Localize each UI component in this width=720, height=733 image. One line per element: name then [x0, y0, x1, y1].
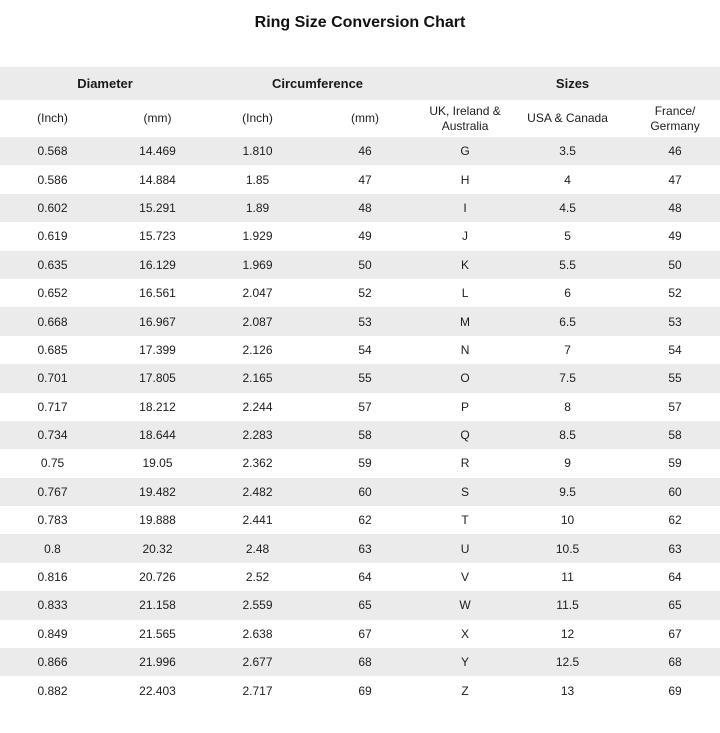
table-cell: 6.5 — [505, 307, 630, 335]
table-cell: 14.884 — [105, 165, 210, 193]
table-cell: 1.85 — [210, 165, 305, 193]
table-cell: 12 — [505, 620, 630, 648]
table-cell: 62 — [305, 506, 425, 534]
table-cell: W — [425, 591, 505, 619]
table-cell: 11 — [505, 563, 630, 591]
table-cell: 2.677 — [210, 648, 305, 676]
table-cell: U — [425, 534, 505, 562]
table-cell: R — [425, 449, 505, 477]
table-cell: 50 — [305, 251, 425, 279]
table-cell: 16.561 — [105, 279, 210, 307]
table-cell: 16.129 — [105, 251, 210, 279]
table-cell: 52 — [305, 279, 425, 307]
table-cell: 54 — [630, 336, 720, 364]
table-cell: 5.5 — [505, 251, 630, 279]
table-row — [0, 676, 720, 704]
table-cell: G — [425, 137, 505, 165]
table-group-header-row — [0, 67, 720, 100]
table-cell: 2.52 — [210, 563, 305, 591]
table-cell: 8 — [505, 393, 630, 421]
table-cell: 50 — [630, 251, 720, 279]
table-cell: 1.810 — [210, 137, 305, 165]
table-cell: 19.05 — [105, 449, 210, 477]
table-row — [0, 563, 720, 591]
table-row — [0, 165, 720, 193]
table-cell: 2.126 — [210, 336, 305, 364]
table-cell: 2.482 — [210, 478, 305, 506]
table-cell: 53 — [305, 307, 425, 335]
table-cell: 0.8 — [0, 534, 105, 562]
table-cell: 17.399 — [105, 336, 210, 364]
table-cell: 67 — [305, 620, 425, 648]
table-cell: 20.32 — [105, 534, 210, 562]
table-cell: 10.5 — [505, 534, 630, 562]
table-cell: 2.087 — [210, 307, 305, 335]
table-cell: 0.833 — [0, 591, 105, 619]
table-cell: 48 — [630, 194, 720, 222]
table-cell: 20.726 — [105, 563, 210, 591]
table-cell: 53 — [630, 307, 720, 335]
table-cell: 59 — [630, 449, 720, 477]
table-row — [0, 137, 720, 165]
table-row — [0, 251, 720, 279]
table-cell: 21.158 — [105, 591, 210, 619]
table-cell: P — [425, 393, 505, 421]
table-cell: 48 — [305, 194, 425, 222]
table-cell: 49 — [305, 222, 425, 250]
table-cell: 67 — [630, 620, 720, 648]
table-cell: O — [425, 364, 505, 392]
table-cell: 63 — [630, 534, 720, 562]
table-cell: 12.5 — [505, 648, 630, 676]
table-row — [0, 336, 720, 364]
table-row — [0, 534, 720, 562]
table-cell: 2.717 — [210, 676, 305, 704]
table-cell: 0.75 — [0, 449, 105, 477]
table-cell: 1.89 — [210, 194, 305, 222]
table-cell: 52 — [630, 279, 720, 307]
table-cell: 68 — [305, 648, 425, 676]
table-cell: 0.602 — [0, 194, 105, 222]
table-cell: M — [425, 307, 505, 335]
table-row — [0, 194, 720, 222]
table-cell: V — [425, 563, 505, 591]
table-header — [0, 67, 720, 137]
table-cell: 3.5 — [505, 137, 630, 165]
table-cell: 14.469 — [105, 137, 210, 165]
group-header-circumference: Circumference — [210, 67, 425, 100]
table-row — [0, 591, 720, 619]
table-cell: 47 — [305, 165, 425, 193]
table-cell: 0.701 — [0, 364, 105, 392]
table-cell: 0.882 — [0, 676, 105, 704]
table-body — [0, 137, 720, 705]
table-cell: 4.5 — [505, 194, 630, 222]
table-cell: 2.165 — [210, 364, 305, 392]
table-cell: 2.48 — [210, 534, 305, 562]
table-row — [0, 279, 720, 307]
table-cell: 0.685 — [0, 336, 105, 364]
table-cell: 4 — [505, 165, 630, 193]
table-cell: 0.717 — [0, 393, 105, 421]
column-header-diameter-inch: (Inch) — [0, 100, 105, 137]
table-cell: 0.619 — [0, 222, 105, 250]
table-cell: H — [425, 165, 505, 193]
table-cell: 0.783 — [0, 506, 105, 534]
table-cell: 9 — [505, 449, 630, 477]
table-cell: 58 — [630, 421, 720, 449]
table-cell: 13 — [505, 676, 630, 704]
table-cell: 0.734 — [0, 421, 105, 449]
table-cell: 2.244 — [210, 393, 305, 421]
table-cell: 58 — [305, 421, 425, 449]
table-cell: 65 — [630, 591, 720, 619]
column-header-france-germany: France/ Germany — [630, 100, 720, 137]
table-cell: 6 — [505, 279, 630, 307]
table-cell: 2.559 — [210, 591, 305, 619]
table-cell: 8.5 — [505, 421, 630, 449]
table-cell: Y — [425, 648, 505, 676]
table-cell: 1.929 — [210, 222, 305, 250]
table-cell: X — [425, 620, 505, 648]
table-cell: 2.047 — [210, 279, 305, 307]
table-cell: 0.568 — [0, 137, 105, 165]
table-cell: Z — [425, 676, 505, 704]
table-subheader-row — [0, 100, 720, 137]
page-title: Ring Size Conversion Chart — [254, 14, 466, 31]
column-header-circumference-inch: (Inch) — [210, 100, 305, 137]
table-cell: 0.866 — [0, 648, 105, 676]
table-row — [0, 222, 720, 250]
table-cell: K — [425, 251, 505, 279]
table-cell: 64 — [630, 563, 720, 591]
table-cell: 19.482 — [105, 478, 210, 506]
table-cell: J — [425, 222, 505, 250]
table-cell: 69 — [305, 676, 425, 704]
table-row — [0, 506, 720, 534]
table-row — [0, 421, 720, 449]
table-cell: 0.767 — [0, 478, 105, 506]
table-cell: 60 — [305, 478, 425, 506]
table-row — [0, 393, 720, 421]
table-cell: 17.805 — [105, 364, 210, 392]
table-cell: 7.5 — [505, 364, 630, 392]
table-cell: 2.362 — [210, 449, 305, 477]
table-cell: 19.888 — [105, 506, 210, 534]
table-cell: 0.849 — [0, 620, 105, 648]
table-cell: 69 — [630, 676, 720, 704]
table-cell: 7 — [505, 336, 630, 364]
page — [0, 13, 720, 705]
column-header-usa-canada: USA & Canada — [505, 100, 630, 137]
table-cell: 0.816 — [0, 563, 105, 591]
table-row — [0, 478, 720, 506]
table-row — [0, 364, 720, 392]
column-header-circumference-mm: (mm) — [305, 100, 425, 137]
table-cell: 22.403 — [105, 676, 210, 704]
table-row — [0, 620, 720, 648]
table-cell: S — [425, 478, 505, 506]
table-cell: 0.586 — [0, 165, 105, 193]
table-cell: 57 — [305, 393, 425, 421]
table-cell: 63 — [305, 534, 425, 562]
table-row — [0, 449, 720, 477]
table-cell: I — [425, 194, 505, 222]
table-cell: 62 — [630, 506, 720, 534]
table-cell: T — [425, 506, 505, 534]
group-header-sizes: Sizes — [425, 67, 720, 100]
table-cell: 18.644 — [105, 421, 210, 449]
table-cell: L — [425, 279, 505, 307]
table-cell: 21.565 — [105, 620, 210, 648]
ring-size-conversion-table — [0, 67, 720, 705]
table-cell: 5 — [505, 222, 630, 250]
table-cell: 15.723 — [105, 222, 210, 250]
table-cell: 55 — [305, 364, 425, 392]
table-cell: 10 — [505, 506, 630, 534]
table-cell: 57 — [630, 393, 720, 421]
table-cell: 0.652 — [0, 279, 105, 307]
table-cell: 1.969 — [210, 251, 305, 279]
column-header-uk-ireland-australia: UK, Ireland & Australia — [425, 100, 505, 137]
table-cell: 65 — [305, 591, 425, 619]
table-cell: 46 — [630, 137, 720, 165]
table-cell: 9.5 — [505, 478, 630, 506]
table-cell: 21.996 — [105, 648, 210, 676]
table-cell: 16.967 — [105, 307, 210, 335]
table-cell: 15.291 — [105, 194, 210, 222]
table-cell: 11.5 — [505, 591, 630, 619]
table-cell: 0.668 — [0, 307, 105, 335]
table-cell: 2.283 — [210, 421, 305, 449]
table-cell: 59 — [305, 449, 425, 477]
table-cell: 46 — [305, 137, 425, 165]
table-row — [0, 648, 720, 676]
table-cell: 55 — [630, 364, 720, 392]
table-cell: 2.638 — [210, 620, 305, 648]
table-cell: 64 — [305, 563, 425, 591]
table-cell: 47 — [630, 165, 720, 193]
table-cell: 49 — [630, 222, 720, 250]
table-cell: 54 — [305, 336, 425, 364]
table-row — [0, 307, 720, 335]
table-cell: 18.212 — [105, 393, 210, 421]
group-header-diameter: Diameter — [0, 67, 210, 100]
table-cell: 60 — [630, 478, 720, 506]
column-header-diameter-mm: (mm) — [105, 100, 210, 137]
table-cell: 68 — [630, 648, 720, 676]
table-cell: 2.441 — [210, 506, 305, 534]
table-cell: N — [425, 336, 505, 364]
table-cell: Q — [425, 421, 505, 449]
table-cell: 0.635 — [0, 251, 105, 279]
